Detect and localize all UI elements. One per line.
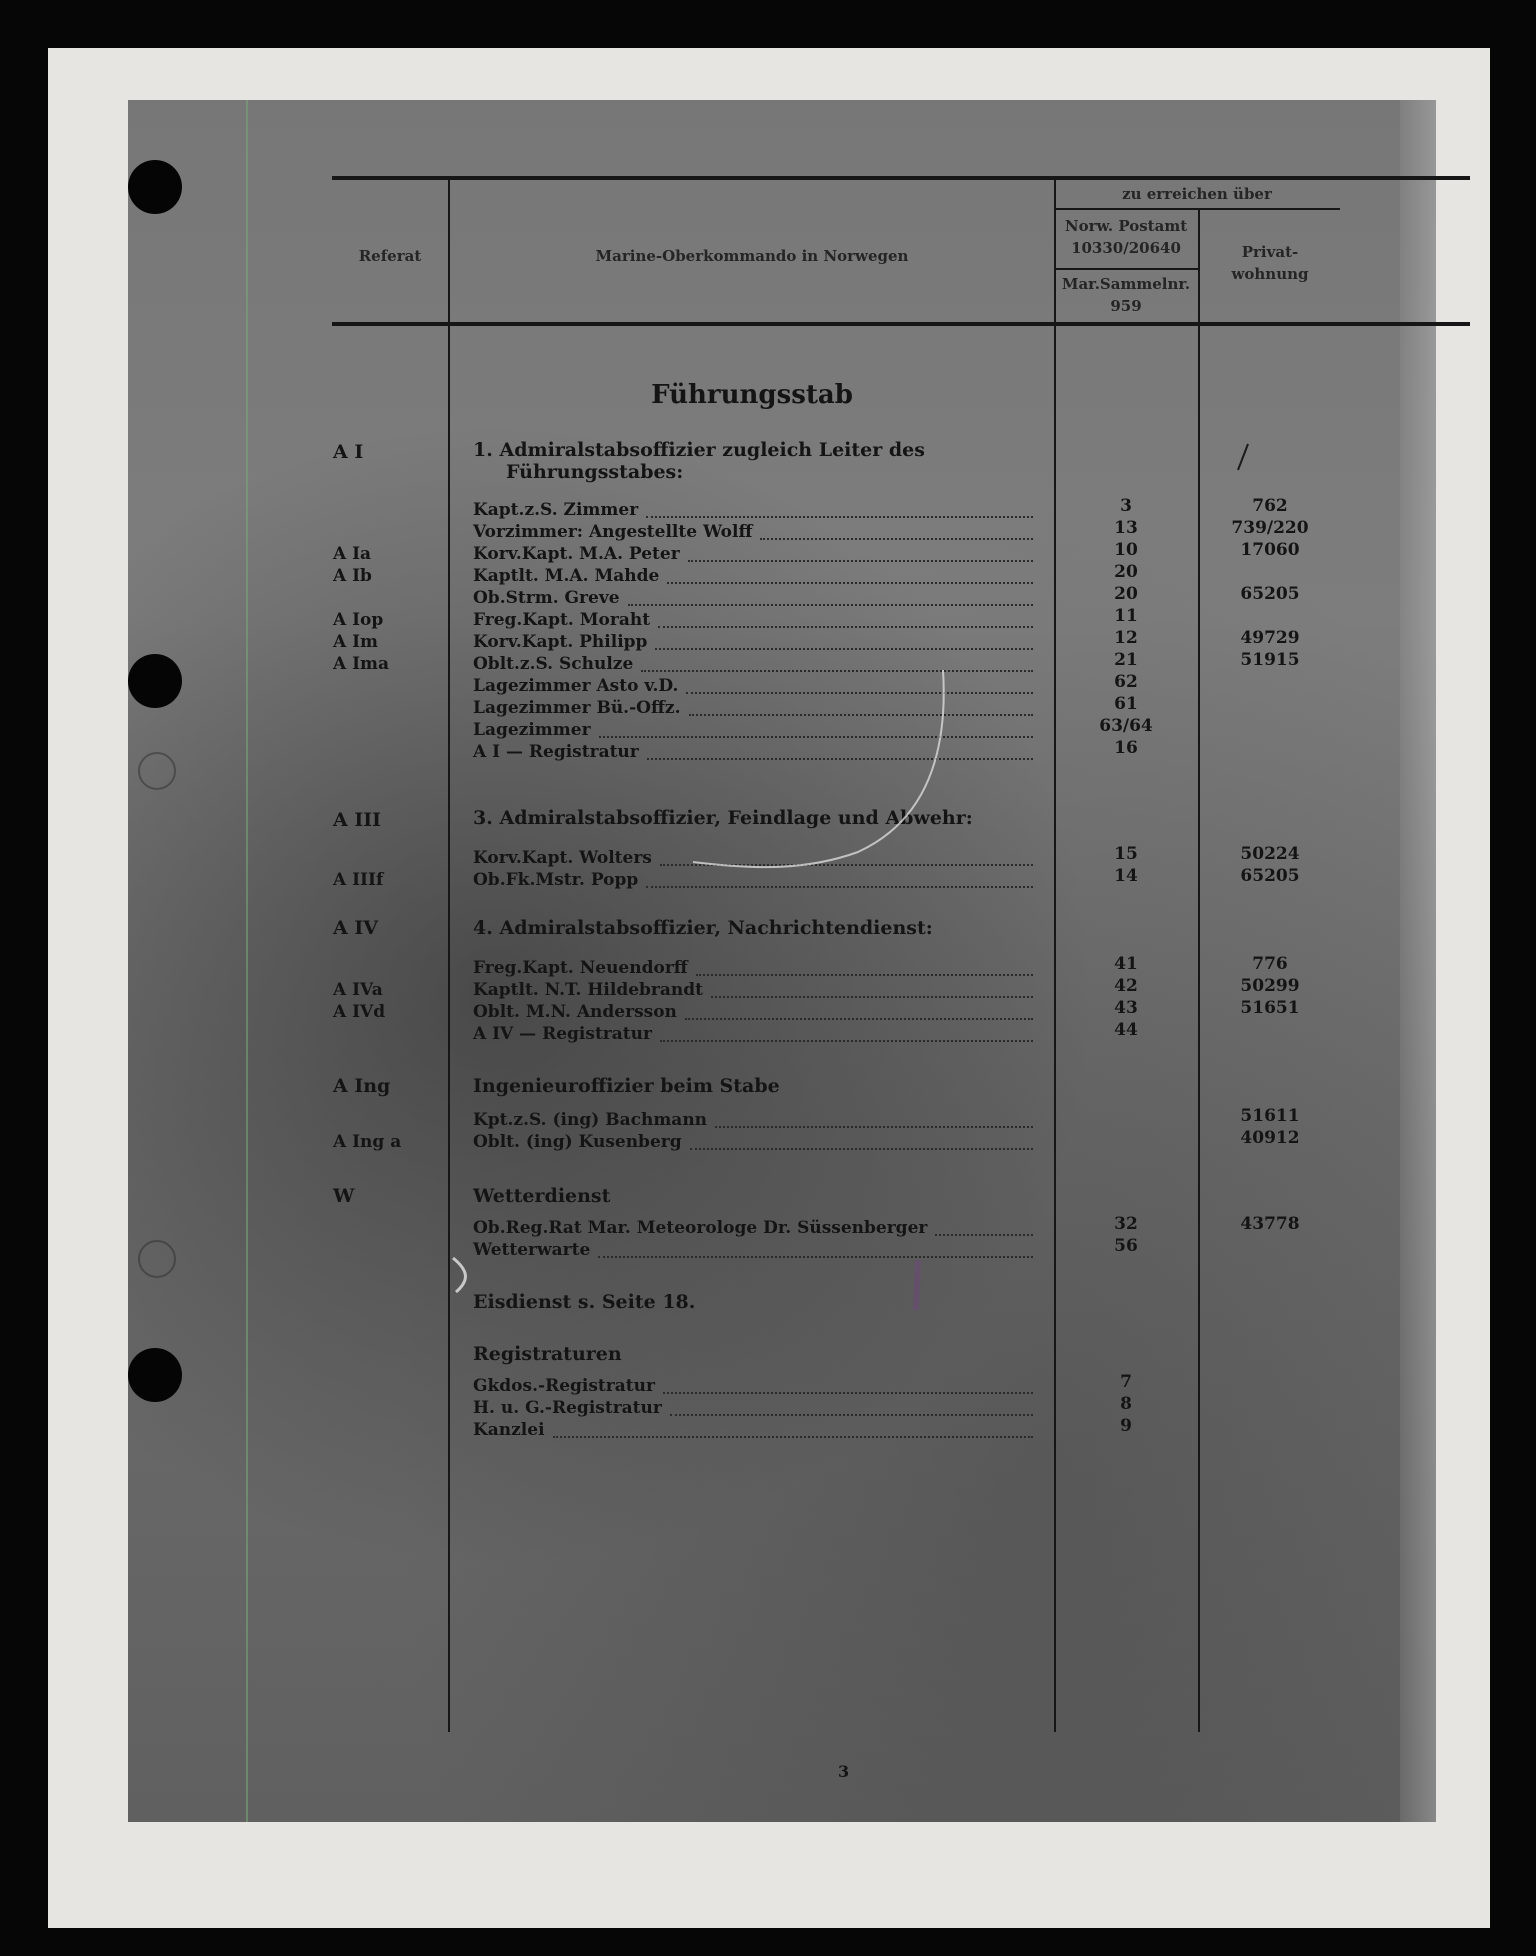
entry-name: Kpt.z.S. (ing) Bachmann <box>473 1110 708 1130</box>
entry-name: Kaptlt. M.A. Mahde <box>473 566 660 586</box>
section-heading: Eisdienst s. Seite 18. <box>473 1291 696 1313</box>
pin-mark <box>138 1240 176 1278</box>
entry-postamt-number: 43 <box>1114 998 1138 1018</box>
page-number: 3 <box>838 1762 850 1781</box>
entry-postamt-number: 56 <box>1114 1236 1138 1256</box>
section-ref: W <box>333 1185 355 1207</box>
entry-private-number: 739/220 <box>1231 518 1309 538</box>
entry-name: Ob.Strm. Greve <box>473 588 620 608</box>
entry-postamt-number: 44 <box>1114 1020 1138 1040</box>
entry-postamt-number: 8 <box>1120 1394 1132 1414</box>
entry-postamt-number: 32 <box>1114 1214 1138 1234</box>
entry-ref: A Ima <box>333 654 390 674</box>
entry-private-number: 51651 <box>1240 998 1300 1018</box>
binder-hole <box>128 160 182 214</box>
binder-hole <box>128 1348 182 1402</box>
entry-postamt-number: 7 <box>1120 1372 1132 1392</box>
entry-private-number: 50299 <box>1240 976 1300 996</box>
entry-name: Lagezimmer <box>473 720 591 740</box>
section-heading: 1. Admiralstabsoffizier zugleich Leiter des <box>473 439 925 461</box>
entry-name: Kaptlt. N.T. Hildebrandt <box>473 980 703 1000</box>
entry-name: A I — Registratur <box>473 742 639 762</box>
entry-postamt-number: 15 <box>1114 844 1138 864</box>
entry-name: Oblt. (ing) Kusenberg <box>473 1132 682 1152</box>
entry-postamt-number: 41 <box>1114 954 1138 974</box>
entry-name: Korv.Kapt. M.A. Peter <box>473 544 680 564</box>
entry-private-number: 43778 <box>1240 1214 1300 1234</box>
entry-name: Freg.Kapt. Neuendorff <box>473 958 688 978</box>
entry-postamt-number: 20 <box>1114 562 1138 582</box>
entry-name: Kanzlei <box>473 1420 545 1440</box>
entry-name: A IV — Registratur <box>473 1024 652 1044</box>
referat-header: Referat <box>358 247 422 265</box>
entry-name: Lagezimmer Asto v.D. <box>473 676 679 696</box>
entry-postamt-number: 11 <box>1114 606 1138 626</box>
entry-private-number: 17060 <box>1240 540 1300 560</box>
entry-ref: A Iop <box>333 610 384 630</box>
entry-private-number: 49729 <box>1240 628 1300 648</box>
entry-private-number: 40912 <box>1240 1128 1300 1148</box>
postamt-header-l1: Norw. Postamt <box>1064 217 1188 235</box>
reach-header: zu erreichen über <box>1122 185 1272 203</box>
section-heading: Ingenieuroffizier beim Stabe <box>473 1075 780 1097</box>
section-heading: Wetterdienst <box>473 1185 611 1207</box>
entry-private-number: 65205 <box>1240 866 1300 886</box>
entry-postamt-number: 61 <box>1114 694 1138 714</box>
entry-name: Ob.Fk.Mstr. Popp <box>473 870 639 890</box>
entry-ref: A Ia <box>333 544 372 564</box>
entry-name: Lagezimmer Bü.-Offz. <box>473 698 681 718</box>
section-main-title: Führungsstab <box>651 380 853 410</box>
entry-postamt-number: 13 <box>1114 518 1138 538</box>
sammel-header-l1: Mar.Sammelnr. <box>1061 275 1191 293</box>
section-heading: 3. Admiralstabsoffizier, Feindlage und Abwehr: <box>473 807 973 829</box>
entry-postamt-number: 21 <box>1114 650 1138 670</box>
section-ref: A Ing <box>333 1075 391 1097</box>
entry-private-number: 776 <box>1252 954 1288 974</box>
privat-header-l1: Privat- <box>1241 243 1299 261</box>
entry-ref: A Ing a <box>333 1132 402 1152</box>
entry-postamt-number: 14 <box>1114 866 1138 886</box>
entry-name: H. u. G.-Registratur <box>473 1398 662 1418</box>
entry-postamt-number: 63/64 <box>1099 716 1153 736</box>
entry-name: Gkdos.-Registratur <box>473 1376 655 1396</box>
entry-name: Korv.Kapt. Philipp <box>473 632 648 652</box>
entry-postamt-number: 16 <box>1114 738 1138 758</box>
postamt-header-l2: 10330/20640 <box>1071 239 1181 257</box>
entry-name: Vorzimmer: Angestellte Wolff <box>473 522 753 542</box>
section-heading: 4. Admiralstabsoffizier, Nachrichtendienst: <box>473 917 933 939</box>
entry-postamt-number: 10 <box>1114 540 1138 560</box>
binder-hole <box>128 654 182 708</box>
entry-ref: A IVd <box>333 1002 386 1022</box>
entry-postamt-number: 62 <box>1114 672 1138 692</box>
entry-name: Kapt.z.S. Zimmer <box>473 500 639 520</box>
section-ref: A I <box>333 441 364 463</box>
sammel-header-l2: 959 <box>1110 297 1142 315</box>
entry-name: Oblt. M.N. Andersson <box>473 1002 677 1022</box>
entry-ref: A Ib <box>333 566 372 586</box>
entry-name: Oblt.z.S. Schulze <box>473 654 634 674</box>
entry-name: Freg.Kapt. Moraht <box>473 610 651 630</box>
entry-postamt-number: 12 <box>1114 628 1138 648</box>
entry-postamt-number: 3 <box>1120 496 1132 516</box>
photocopy-area <box>128 100 1436 1822</box>
entry-ref: A IVa <box>333 980 383 1000</box>
entry-postamt-number: 20 <box>1114 584 1138 604</box>
entry-name: Ob.Reg.Rat Mar. Meteorologe Dr. Süssenberger <box>473 1218 928 1238</box>
entry-private-number: 762 <box>1252 496 1288 516</box>
section-heading-cont: Führungsstabes: <box>506 461 684 483</box>
section-heading: Registraturen <box>473 1343 622 1365</box>
entry-private-number: 65205 <box>1240 584 1300 604</box>
entry-private-number: 51611 <box>1240 1106 1300 1126</box>
entry-postamt-number: 9 <box>1120 1416 1132 1436</box>
entry-private-number: 51915 <box>1240 650 1300 670</box>
section-ref: A III <box>333 809 382 831</box>
privat-header-l2: wohnung <box>1231 265 1309 283</box>
scratch-marks <box>128 100 1436 1822</box>
entry-private-number: 50224 <box>1240 844 1300 864</box>
entry-postamt-number: 42 <box>1114 976 1138 996</box>
entry-name: Wetterwarte <box>473 1240 591 1260</box>
section-ref: A IV <box>333 917 378 939</box>
entry-ref: A IIIf <box>333 870 384 890</box>
entry-name: Korv.Kapt. Wolters <box>473 848 652 868</box>
entry-ref: A Im <box>333 632 379 652</box>
pin-mark <box>138 752 176 790</box>
title-header: Marine-Oberkommando in Norwegen <box>595 247 909 265</box>
